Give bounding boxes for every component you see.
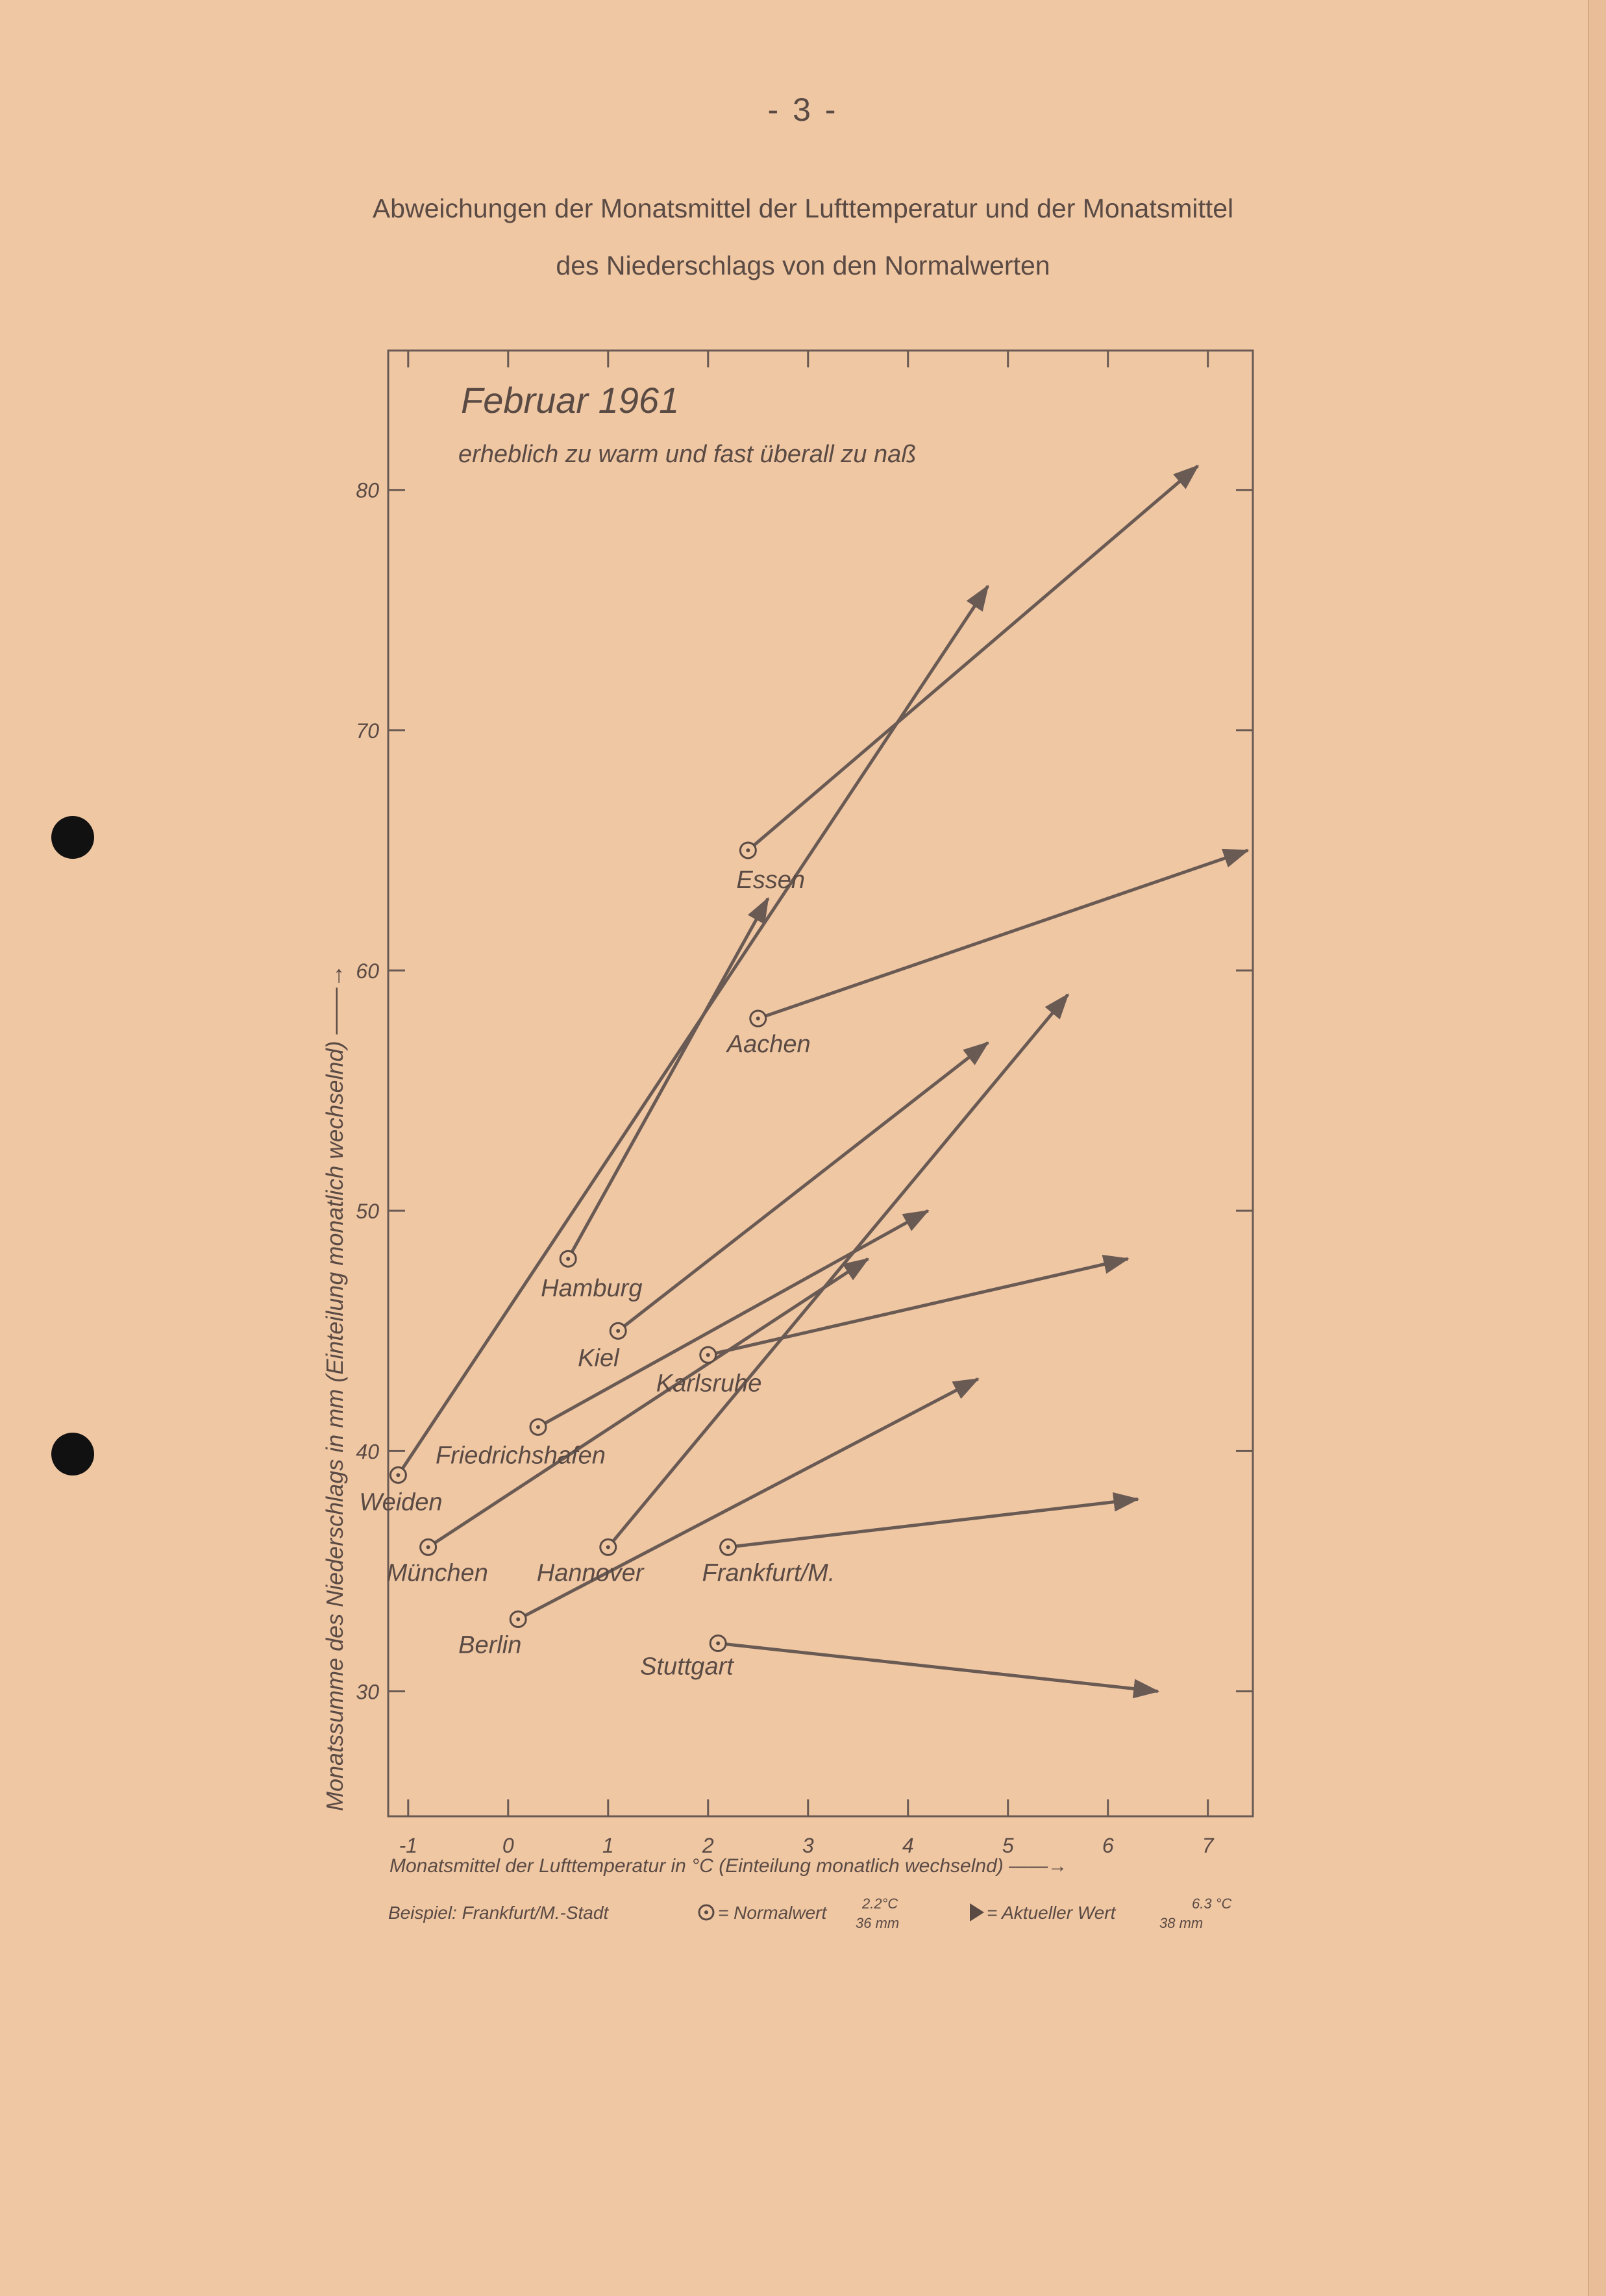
legend: [388, 1895, 1231, 1931]
arrow-hannover: [608, 994, 1068, 1547]
station-label-hannover: Hannover: [536, 1559, 644, 1587]
chart-subtitle: erheblich zu warm und fast überall zu naß: [458, 441, 917, 468]
y-axis-label: Monatssumme des Niederschlags in mm (Einteilung monatlich wechselnd) ——→: [321, 964, 348, 1811]
data-points: [390, 843, 765, 1651]
plot-frame: [388, 351, 1253, 1816]
normal-point-dot-berlin: [516, 1617, 520, 1621]
station-label-aachen: Aachen: [726, 1031, 811, 1059]
station-label-karlsruhe: Karlsruhe: [656, 1370, 762, 1398]
page-title-line-2: des Niederschlags von den Normalwerten: [556, 251, 1050, 280]
station-label-berlin: Berlin: [458, 1631, 522, 1659]
station-label-kiel: Kiel: [578, 1344, 619, 1372]
legend-actual-marker: [970, 1903, 984, 1921]
legend-normal-temp: 2.2°C: [862, 1895, 898, 1912]
arrow-hamburg: [568, 898, 768, 1259]
station-label-friedrichshafen: Friedrichshafen: [435, 1442, 606, 1470]
x-tick-label: 6: [1102, 1834, 1114, 1857]
normal-point-dot-karlsruhe: [706, 1353, 710, 1357]
arrow-stuttgart: [718, 1643, 1158, 1691]
legend-normal-label: = Normalwert: [718, 1903, 827, 1923]
station-label-hamburg: Hamburg: [541, 1275, 643, 1303]
legend-normal-marker-dot: [704, 1910, 708, 1914]
x-tick-label: 0: [502, 1834, 514, 1857]
station-label-frankfurt-m: Frankfurt/M.: [702, 1559, 835, 1587]
arrow-karlsruhe: [708, 1259, 1128, 1355]
arrow-münchen: [428, 1259, 869, 1547]
page-number: - 3 -: [767, 92, 839, 128]
normal-point-dot-stuttgart: [716, 1641, 720, 1645]
y-tick-label: 30: [356, 1680, 379, 1704]
normal-point-dot-aachen: [756, 1017, 760, 1020]
y-tick-label: 80: [356, 478, 379, 502]
page-title-line-1: Abweichungen der Monatsmittel der Lufttemperatur und der Monatsmittel: [372, 193, 1234, 223]
x-tick-label: 5: [1002, 1834, 1014, 1857]
x-tick-label: 2: [702, 1834, 714, 1857]
normal-point-dot-hamburg: [566, 1257, 570, 1261]
normal-point-dot-kiel: [616, 1329, 620, 1333]
normal-point-dot-hannover: [606, 1545, 610, 1549]
legend-example-label: Beispiel: Frankfurt/M.-Stadt: [388, 1903, 609, 1923]
legend-actual-label: = Aktueller Wert: [987, 1903, 1116, 1923]
y-tick-label: 60: [356, 959, 379, 983]
x-tick-label: 7: [1202, 1834, 1214, 1857]
station-label-weiden: Weiden: [359, 1488, 443, 1516]
y-tick-label: 50: [356, 1200, 379, 1224]
x-tick-label: 3: [802, 1834, 814, 1857]
arrow-essen: [748, 466, 1198, 850]
arrow-kiel: [618, 1043, 988, 1331]
arrow-aachen: [758, 850, 1248, 1018]
station-label-essen: Essen: [736, 866, 805, 894]
data-arrows: [398, 466, 1248, 1692]
normal-point-dot-münchen: [426, 1545, 430, 1549]
y-tick-label: 40: [356, 1440, 379, 1464]
x-axis-label: Monatsmittel der Lufttemperatur in °C (Einteilung monatlich wechselnd) ——→: [389, 1855, 1068, 1877]
normal-point-dot-friedrichshafen: [536, 1425, 540, 1429]
normal-point-dot-essen: [746, 848, 750, 852]
x-tick-label: 4: [902, 1834, 914, 1857]
legend-actual-temp: 6.3 °C: [1192, 1895, 1232, 1912]
x-tick-label: -1: [399, 1834, 418, 1857]
y-tick-label: 70: [356, 719, 379, 743]
station-label-stuttgart: Stuttgart: [640, 1653, 734, 1681]
arrow-frankfurt-m: [728, 1499, 1138, 1547]
y-axis-ticks: [356, 479, 1253, 1704]
legend-actual-prec: 38 mm: [1159, 1915, 1204, 1931]
legend-normal-prec: 36 mm: [856, 1915, 900, 1931]
normal-point-dot-weiden: [396, 1473, 400, 1477]
station-labels: [359, 867, 835, 1681]
chart-title: Februar 1961: [461, 380, 680, 421]
normal-point-dot-frankfurt-m: [726, 1545, 730, 1549]
station-label-münchen: München: [386, 1559, 488, 1587]
x-tick-label: 1: [602, 1834, 614, 1857]
